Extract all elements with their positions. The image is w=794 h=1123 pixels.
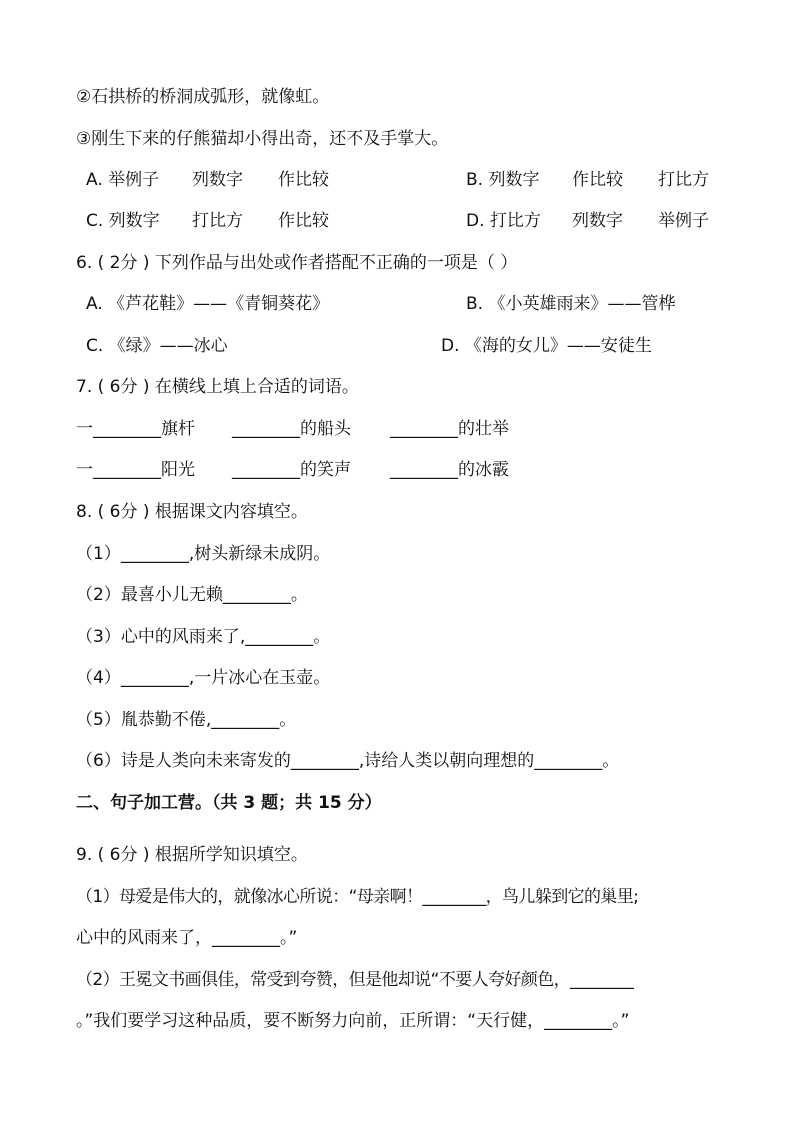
q9-part2-line2[interactable]: 。”我们要学习这种品质，要不断努力向前，正所谓：“天行健，________。” bbox=[76, 1011, 630, 1031]
q9-part2-line1[interactable]: （2）王冕文书画俱佳，常受到夸赞，但是他却说“不要人夸好颜色，________ bbox=[76, 970, 634, 990]
q7-blank-5[interactable]: ________的笑声 bbox=[232, 460, 351, 480]
q8-item-4[interactable]: （4）________,一片冰心在玉壶。 bbox=[76, 668, 331, 688]
q6-stem: 6. ( 2分 ) 下列作品与出处或作者搭配不正确的一项是（ ） bbox=[76, 253, 518, 273]
q5-option-d-part1: D. 打比方 bbox=[466, 211, 541, 231]
q6-option-b[interactable]: B. 《小英雄雨来》——管桦 bbox=[466, 294, 676, 314]
q8-stem: 8. ( 6分 ) 根据课文内容填空。 bbox=[76, 502, 308, 522]
q7-blank-2[interactable]: ________的船头 bbox=[232, 419, 351, 439]
q8-item-5[interactable]: （5）胤恭勤不倦,________。 bbox=[76, 710, 297, 730]
q7-stem: 7. ( 6分 ) 在横线上填上合适的词语。 bbox=[76, 377, 359, 397]
q8-item-2[interactable]: （2）最喜小儿无赖________。 bbox=[76, 585, 308, 605]
section-2-title: 二、句子加工营。（共 3 题；共 15 分） bbox=[76, 793, 382, 813]
q8-item-1[interactable]: （1）________,树头新绿未成阴。 bbox=[76, 544, 331, 564]
q7-blank-4[interactable]: 一________阳光 bbox=[76, 460, 195, 480]
q7-blank-3[interactable]: ________的壮举 bbox=[390, 419, 509, 439]
q5-option-a-part3: 作比较 bbox=[278, 170, 329, 190]
q5-option-d-part3: 举例子 bbox=[658, 211, 709, 231]
q7-blank-1[interactable]: 一________旗杆 bbox=[76, 419, 195, 439]
q5-sentence-2: ②石拱桥的桥洞成弧形，就像虹。 bbox=[76, 87, 330, 107]
q8-item-3[interactable]: （3）心中的风雨来了,________。 bbox=[76, 627, 331, 647]
q9-part1-line1[interactable]: （1）母爱是伟大的，就像冰心所说：“母亲啊！________，鸟儿躲到它的巢里; bbox=[76, 887, 639, 907]
q5-option-b-part3: 打比方 bbox=[658, 170, 709, 190]
q5-option-c-part1: C. 列数字 bbox=[86, 211, 160, 231]
q5-option-a-part1: A. 举例子 bbox=[86, 170, 160, 190]
q5-option-b-part1: B. 列数字 bbox=[466, 170, 540, 190]
q5-option-b-part2: 作比较 bbox=[572, 170, 623, 190]
q6-option-a[interactable]: A. 《芦花鞋》——《青铜葵花》 bbox=[86, 294, 330, 314]
q6-option-c[interactable]: C. 《绿》——冰心 bbox=[86, 336, 228, 356]
q6-option-d[interactable]: D. 《海的女儿》——安徒生 bbox=[441, 336, 652, 356]
q9-part1-line2[interactable]: 心中的风雨来了，________。” bbox=[76, 928, 298, 948]
q5-sentence-3: ③刚生下来的仔熊猫却小得出奇，还不及手掌大。 bbox=[76, 129, 449, 149]
q8-item-6[interactable]: （6）诗是人类向未来寄发的________,诗给人类以朝向理想的________。 bbox=[76, 751, 620, 771]
q5-option-c-part3: 作比较 bbox=[278, 211, 329, 231]
q7-blank-6[interactable]: ________的冰霰 bbox=[390, 460, 509, 480]
q5-option-a-part2: 列数字 bbox=[192, 170, 243, 190]
q5-option-c-part2: 打比方 bbox=[192, 211, 243, 231]
q5-option-d-part2: 列数字 bbox=[572, 211, 623, 231]
q9-stem: 9. ( 6分 ) 根据所学知识填空。 bbox=[76, 845, 308, 865]
